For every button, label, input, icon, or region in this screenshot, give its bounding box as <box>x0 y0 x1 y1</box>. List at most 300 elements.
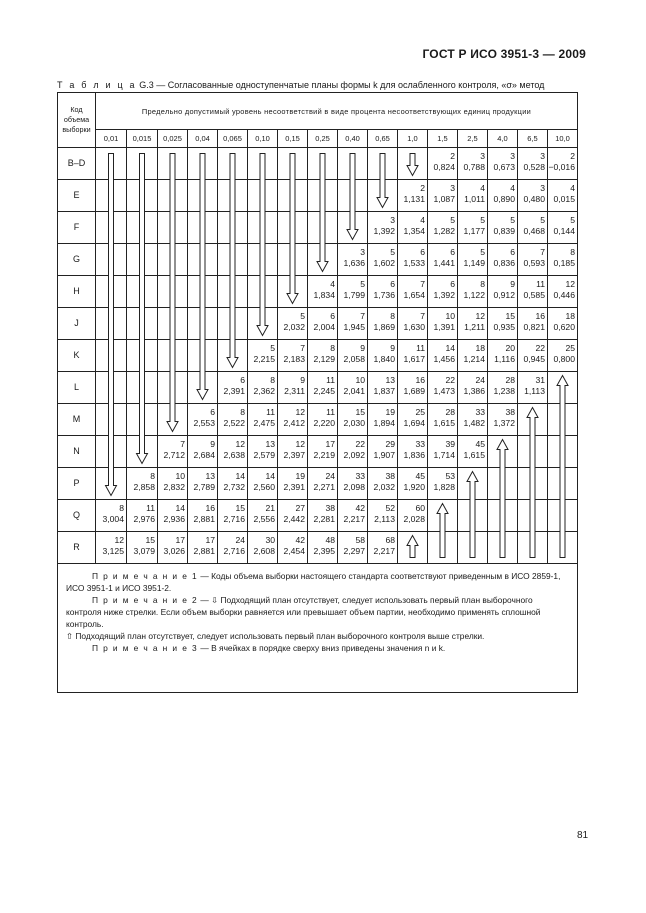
plan-cell <box>488 500 518 532</box>
n-value: 13 <box>205 471 215 481</box>
n-value: 8 <box>150 471 155 481</box>
k-value: 2,113 <box>374 514 395 524</box>
k-value: 1,087 <box>433 194 455 204</box>
n-value: 25 <box>565 343 575 353</box>
plan-cell <box>127 244 158 276</box>
plan-cell <box>368 212 398 244</box>
n-value: 5 <box>570 215 575 225</box>
plan-cell <box>398 276 428 308</box>
up-arrow-note: ⇧ Подходящий план отсутствует, следует использовать первый план выборочного контроля выше стрелки. <box>66 631 485 641</box>
plan-cell <box>248 404 278 436</box>
k-value: 1,354 <box>403 226 425 236</box>
n-value: 4 <box>330 279 335 289</box>
note-3-label: П р и м е ч а н и е 3 <box>92 643 199 653</box>
k-value: 1,372 <box>493 418 515 428</box>
plan-cell <box>428 468 458 500</box>
plan-cell <box>368 276 398 308</box>
plan-cell <box>308 404 338 436</box>
n-value: 3 <box>540 151 545 161</box>
k-value: 0,839 <box>493 226 515 236</box>
aql-header-cell: 0,15 <box>278 130 308 148</box>
note-2 <box>66 594 569 630</box>
plan-cell <box>158 212 188 244</box>
k-value: 2,454 <box>283 546 305 556</box>
k-value: 2,881 <box>193 546 215 556</box>
n-value: 3 <box>360 247 365 257</box>
k-value: 0,836 <box>493 258 515 268</box>
k-value: 2,281 <box>313 514 335 524</box>
k-value: 2,183 <box>283 354 305 364</box>
plan-cell <box>218 436 248 468</box>
n-value: 10 <box>175 471 185 481</box>
k-value: 1,615 <box>433 418 455 428</box>
k-value: 1,894 <box>373 418 395 428</box>
n-value: 3 <box>510 151 515 161</box>
n-value: 4 <box>570 183 575 193</box>
k-value: 1,714 <box>433 450 455 460</box>
plan-cell <box>218 500 248 532</box>
k-value: 1,837 <box>373 386 395 396</box>
plan-cell <box>278 372 308 404</box>
plan-cell <box>518 308 548 340</box>
plan-cell <box>428 532 458 564</box>
sample-size-code: P <box>58 468 96 500</box>
k-value: 2,215 <box>253 354 275 364</box>
plan-cell <box>188 308 218 340</box>
plan-cell <box>218 148 248 180</box>
plan-cell <box>368 180 398 212</box>
plan-cell <box>518 180 548 212</box>
k-value: 0,945 <box>523 354 545 364</box>
plan-cell <box>338 500 368 532</box>
plan-cell <box>278 308 308 340</box>
plan-cell <box>308 500 338 532</box>
sampling-plan-table <box>57 92 578 693</box>
plan-cell <box>127 212 158 244</box>
plan-cell <box>127 276 158 308</box>
k-value: 2,412 <box>283 418 305 428</box>
plan-cell <box>188 436 218 468</box>
plan-cell <box>96 436 127 468</box>
k-value: 3,125 <box>102 546 124 556</box>
n-value: 58 <box>355 535 365 545</box>
plan-cell <box>548 404 578 436</box>
plan-cell <box>96 308 127 340</box>
plan-cell <box>278 212 308 244</box>
n-value: 3 <box>540 183 545 193</box>
k-value: 0,788 <box>463 162 485 172</box>
k-value: 2,245 <box>313 386 335 396</box>
plan-cell <box>96 468 127 500</box>
k-value: 1,214 <box>463 354 485 364</box>
n-value: 2 <box>570 151 575 161</box>
plan-cell <box>248 340 278 372</box>
n-value: 12 <box>235 439 245 449</box>
k-value: 2,716 <box>223 514 245 524</box>
plan-cell <box>338 276 368 308</box>
plan-cell <box>278 436 308 468</box>
k-value: 1,799 <box>343 290 365 300</box>
n-value: 12 <box>565 279 575 289</box>
plan-cell <box>188 148 218 180</box>
table-row <box>58 340 578 372</box>
sample-size-code: M <box>58 404 96 436</box>
plan-cell <box>188 532 218 564</box>
plan-cell <box>96 404 127 436</box>
plan-cell <box>398 148 428 180</box>
plan-cell <box>458 276 488 308</box>
plan-cell <box>458 404 488 436</box>
caption-text: G.3 — Согласованные одноступенчатые планы формы k для ослабленного контроля, «σ» метод <box>136 80 545 90</box>
plan-cell <box>278 500 308 532</box>
sample-size-code: G <box>58 244 96 276</box>
table-row <box>58 532 578 564</box>
plan-cell <box>488 244 518 276</box>
k-value: 1,920 <box>403 482 425 492</box>
k-value: 0,185 <box>553 258 575 268</box>
aql-header-cell: 0,40 <box>338 130 368 148</box>
plan-cell <box>398 308 428 340</box>
plan-cell <box>488 148 518 180</box>
k-value: 0,620 <box>553 322 575 332</box>
aql-header-cell: 2,5 <box>458 130 488 148</box>
k-value: 2,271 <box>313 482 335 492</box>
k-value: 1,282 <box>433 226 455 236</box>
table-row <box>58 276 578 308</box>
n-value: 14 <box>445 343 455 353</box>
plan-cell <box>248 180 278 212</box>
k-value: 0,800 <box>553 354 575 364</box>
k-value: 2,098 <box>343 482 365 492</box>
plan-cell <box>548 372 578 404</box>
plan-cell <box>158 276 188 308</box>
table-row <box>58 404 578 436</box>
k-value: 2,936 <box>163 514 185 524</box>
plan-cell <box>338 532 368 564</box>
plan-cell <box>338 148 368 180</box>
sample-size-code: J <box>58 308 96 340</box>
plan-cell <box>518 276 548 308</box>
n-value: 22 <box>445 375 455 385</box>
k-value: 2,362 <box>253 386 275 396</box>
plan-cell <box>96 372 127 404</box>
k-value: 0,824 <box>433 162 455 172</box>
aql-header-cell: 1,5 <box>428 130 458 148</box>
plan-cell <box>548 308 578 340</box>
k-value: 2,442 <box>283 514 305 524</box>
n-value: 17 <box>205 535 215 545</box>
sample-size-code: K <box>58 340 96 372</box>
plan-cell <box>96 212 127 244</box>
plan-cell <box>127 404 158 436</box>
k-value: 2,556 <box>253 514 275 524</box>
plan-cell <box>308 436 338 468</box>
k-value: 1,482 <box>463 418 485 428</box>
plan-cell <box>398 340 428 372</box>
plan-cell <box>127 532 158 564</box>
k-value: 0,821 <box>523 322 545 332</box>
n-value: 3 <box>450 183 455 193</box>
plan-cell <box>218 340 248 372</box>
k-value: 2,032 <box>373 482 395 492</box>
n-value: 15 <box>145 535 155 545</box>
n-value: 2 <box>420 183 425 193</box>
n-value: 52 <box>385 503 395 513</box>
standard-header: ГОСТ Р ИСО 3951-3 — 2009 <box>422 47 586 61</box>
plan-cell <box>458 148 488 180</box>
k-value: 2,041 <box>343 386 365 396</box>
aql-header-cell: 0,025 <box>158 130 188 148</box>
plan-cell <box>548 148 578 180</box>
n-value: 19 <box>385 407 395 417</box>
plan-cell <box>428 436 458 468</box>
plan-cell <box>188 244 218 276</box>
k-value: 1,149 <box>463 258 485 268</box>
aql-header-cell: 10,0 <box>548 130 578 148</box>
aql-header-cell: 0,65 <box>368 130 398 148</box>
plan-cell <box>248 308 278 340</box>
n-value: 30 <box>265 535 275 545</box>
plan-cell <box>248 436 278 468</box>
plan-cell <box>218 372 248 404</box>
n-value: 6 <box>450 247 455 257</box>
plan-cell <box>188 500 218 532</box>
plan-cell <box>188 340 218 372</box>
k-value: 0,935 <box>493 322 515 332</box>
plan-cell <box>248 276 278 308</box>
plan-cell <box>96 180 127 212</box>
n-value: 10 <box>445 311 455 321</box>
plan-cell <box>338 372 368 404</box>
k-value: 1,689 <box>403 386 425 396</box>
n-value: 5 <box>450 215 455 225</box>
plan-cell <box>96 500 127 532</box>
plan-cell <box>368 372 398 404</box>
plan-cell <box>338 308 368 340</box>
note-3-text: — В ячейках в порядке сверху вниз приведены значения n и k. <box>198 643 446 653</box>
n-value: 12 <box>114 535 124 545</box>
k-value: 2,219 <box>313 450 335 460</box>
n-value: 19 <box>295 471 305 481</box>
n-value: 11 <box>266 407 275 417</box>
plan-cell <box>458 212 488 244</box>
n-value: 11 <box>146 503 155 513</box>
k-value: 1,836 <box>403 450 425 460</box>
plan-cell <box>458 468 488 500</box>
plan-cell <box>398 372 428 404</box>
k-value: 2,297 <box>343 546 365 556</box>
plan-cell <box>158 148 188 180</box>
n-value: 20 <box>505 343 515 353</box>
k-value: 2,789 <box>193 482 215 492</box>
plan-cell <box>308 468 338 500</box>
plan-cell <box>308 372 338 404</box>
aql-header-cell: 0,065 <box>218 130 248 148</box>
k-value: 1,736 <box>373 290 395 300</box>
table-row <box>58 500 578 532</box>
sample-size-code: E <box>58 180 96 212</box>
k-value: 0,468 <box>523 226 545 236</box>
plan-cell <box>428 180 458 212</box>
plan-cell <box>548 276 578 308</box>
sample-size-code: H <box>58 276 96 308</box>
plan-cell <box>188 404 218 436</box>
n-value: 16 <box>415 375 425 385</box>
k-value: 2,391 <box>283 482 305 492</box>
n-value: 27 <box>295 503 305 513</box>
plan-cell <box>488 308 518 340</box>
plan-cell <box>488 340 518 372</box>
n-value: 5 <box>390 247 395 257</box>
n-value: 5 <box>270 343 275 353</box>
plan-cell <box>518 212 548 244</box>
k-value: 1,840 <box>373 354 395 364</box>
n-value: 6 <box>330 311 335 321</box>
n-value: 18 <box>565 311 575 321</box>
plan-cell <box>368 340 398 372</box>
n-value: 22 <box>535 343 545 353</box>
table-row <box>58 436 578 468</box>
table-row <box>58 244 578 276</box>
table-row <box>58 148 578 180</box>
plan-cell <box>488 532 518 564</box>
n-value: 7 <box>180 439 185 449</box>
n-value: 24 <box>475 375 485 385</box>
k-value: 1,391 <box>433 322 455 332</box>
plan-cell <box>308 340 338 372</box>
n-value: 8 <box>570 247 575 257</box>
plan-cell <box>428 148 458 180</box>
table-row <box>58 212 578 244</box>
k-value: 2,475 <box>253 418 275 428</box>
plan-cell <box>458 500 488 532</box>
n-value: 33 <box>355 471 365 481</box>
plan-cell <box>248 148 278 180</box>
n-value: 2 <box>450 151 455 161</box>
n-value: 45 <box>475 439 485 449</box>
k-value: 2,397 <box>283 450 305 460</box>
plan-cell <box>488 180 518 212</box>
n-value: 16 <box>535 311 545 321</box>
plan-cell <box>428 276 458 308</box>
plan-cell <box>218 244 248 276</box>
plan-cell <box>127 500 158 532</box>
plan-cell <box>158 180 188 212</box>
k-value: 2,028 <box>403 514 425 524</box>
plan-cell <box>158 436 188 468</box>
k-value: 2,391 <box>223 386 245 396</box>
sample-size-code: Q <box>58 500 96 532</box>
k-value: 1,828 <box>433 482 455 492</box>
plan-cell <box>158 468 188 500</box>
table-row <box>58 308 578 340</box>
n-value: 17 <box>325 439 335 449</box>
k-value: 2,553 <box>193 418 215 428</box>
plan-cell <box>278 468 308 500</box>
k-value: 1,694 <box>403 418 425 428</box>
plan-cell <box>127 468 158 500</box>
sample-size-code: N <box>58 436 96 468</box>
n-value: 9 <box>300 375 305 385</box>
plan-cell <box>127 180 158 212</box>
plan-cell <box>368 244 398 276</box>
plan-cell <box>188 180 218 212</box>
n-value: 7 <box>420 279 425 289</box>
plan-cell <box>548 244 578 276</box>
n-value: 33 <box>415 439 425 449</box>
n-value: 3 <box>390 215 395 225</box>
table-row <box>58 372 578 404</box>
plan-cell <box>96 340 127 372</box>
n-value: 9 <box>510 279 515 289</box>
plan-cell <box>308 308 338 340</box>
plan-cell <box>338 212 368 244</box>
note-1-text: — Коды объема выборки настоящего стандарта соответствуют приведенным в ИСО 2859-1, ИСО 3951-1 и ИСО 3951-2. <box>66 571 561 593</box>
n-value: 12 <box>475 311 485 321</box>
k-value: 2,684 <box>193 450 215 460</box>
k-value: 1,834 <box>313 290 335 300</box>
plan-cell <box>248 244 278 276</box>
n-value: 14 <box>235 471 245 481</box>
sample-size-code: R <box>58 532 96 564</box>
n-value: 38 <box>325 503 335 513</box>
n-value: 5 <box>360 279 365 289</box>
k-value: 1,533 <box>403 258 425 268</box>
n-value: 9 <box>390 343 395 353</box>
n-value: 45 <box>415 471 425 481</box>
n-value: 13 <box>385 375 395 385</box>
n-value: 12 <box>295 407 305 417</box>
plan-cell <box>188 468 218 500</box>
plan-cell <box>458 372 488 404</box>
n-value: 8 <box>390 311 395 321</box>
k-value: 1,113 <box>524 386 545 396</box>
plan-cell <box>127 308 158 340</box>
aql-header-cell: 6,5 <box>518 130 548 148</box>
n-value: 4 <box>480 183 485 193</box>
k-value: 0,673 <box>493 162 515 172</box>
k-value: 2,004 <box>313 322 335 332</box>
k-value: 1,211 <box>464 322 485 332</box>
n-value: 24 <box>325 471 335 481</box>
plan-cell <box>218 468 248 500</box>
plan-cell <box>368 500 398 532</box>
n-value: 25 <box>415 407 425 417</box>
k-value: 0,480 <box>523 194 545 204</box>
plan-cell <box>548 500 578 532</box>
note-2-text: — ⇩ Подходящий план отсутствует, следует использовать первый план выборочного контроля ниже стрелки. Если объем выборки равняется или превышает объем партии, необходимо применять сплошной контроль. <box>66 595 541 629</box>
plan-cell <box>368 436 398 468</box>
n-value: 9 <box>360 343 365 353</box>
aql-header-cell: 0,015 <box>127 130 158 148</box>
plan-cell <box>398 212 428 244</box>
plan-cell <box>158 500 188 532</box>
n-value: 14 <box>265 471 275 481</box>
plan-cell <box>127 372 158 404</box>
plan-cell <box>548 340 578 372</box>
plan-cell <box>548 468 578 500</box>
plan-cell <box>338 436 368 468</box>
plan-cell <box>518 148 548 180</box>
plan-cell <box>278 340 308 372</box>
table-notes <box>58 564 578 693</box>
n-value: 7 <box>540 247 545 257</box>
plan-cell <box>488 468 518 500</box>
plan-cell <box>338 340 368 372</box>
plan-cell <box>158 532 188 564</box>
k-value: 2,217 <box>343 514 365 524</box>
k-value: 1,473 <box>433 386 455 396</box>
